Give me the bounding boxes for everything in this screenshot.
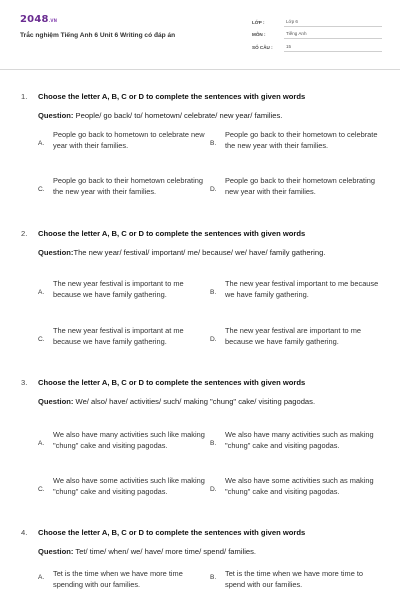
- question-prompt: [21, 247, 379, 258]
- meta-info: [252, 14, 382, 52]
- question-block: [21, 92, 379, 121]
- option-b[interactable]: [210, 430, 385, 451]
- question-prompt: [21, 546, 379, 557]
- question-prompt: [21, 396, 379, 407]
- meta-label: LỚP :: [252, 19, 265, 25]
- option-text: People go back to their hometown celebrating new year with their families.: [225, 176, 375, 196]
- option-letter: C.: [38, 336, 45, 343]
- question-instruction: [21, 229, 379, 238]
- meta-label: MÔN :: [252, 32, 266, 37]
- meta-value: Lớp 6: [284, 19, 382, 27]
- question-number: 3.: [21, 378, 28, 387]
- logo-text: 2048: [20, 14, 49, 25]
- question-number: 4.: [21, 528, 28, 537]
- document-title: Trắc nghiệm Tiếng Anh 6 Unit 6 Writing có đáp án: [20, 32, 176, 39]
- option-d[interactable]: [210, 326, 385, 347]
- option-letter: B.: [210, 289, 217, 296]
- meta-value: Tiếng Anh: [284, 31, 382, 39]
- instruction-text: Choose the letter A, B, C or D to complete the sentences with given words: [38, 378, 306, 387]
- instruction-text: Choose the letter A, B, C or D to complete the sentences with given words: [38, 92, 306, 101]
- option-letter: D.: [210, 186, 217, 193]
- logo-suffix: .VN: [48, 18, 58, 23]
- page-header: [0, 0, 400, 70]
- option-b[interactable]: [210, 279, 385, 300]
- option-c[interactable]: [38, 176, 213, 197]
- question-label: Question:: [38, 111, 74, 120]
- option-letter: D.: [210, 336, 217, 343]
- option-text: We also have many activities such like making "chung" cake and visiting pagodas.: [53, 430, 205, 450]
- meta-value: 15: [284, 44, 382, 52]
- question-number: 1.: [21, 92, 28, 101]
- option-c[interactable]: [38, 326, 213, 347]
- option-text: People go back to hometown to celebrate new year with their families.: [53, 130, 205, 150]
- option-d[interactable]: [210, 176, 385, 197]
- option-text: We also have some activities such as making "chung" cake and visiting pagodas.: [225, 476, 374, 496]
- option-a[interactable]: [38, 569, 213, 590]
- option-letter: D.: [210, 486, 217, 493]
- question-block: [21, 528, 379, 557]
- question-instruction: [21, 378, 379, 387]
- option-text: The new year festival are important to me because we have family gathering.: [225, 326, 361, 346]
- meta-row-subject: [252, 27, 382, 40]
- option-c[interactable]: [38, 476, 213, 497]
- instruction-text: Choose the letter A, B, C or D to complete the sentences with given words: [38, 229, 306, 238]
- option-letter: A.: [38, 289, 45, 296]
- question-block: [21, 378, 379, 407]
- option-letter: A.: [38, 140, 45, 147]
- option-letter: B.: [210, 574, 217, 581]
- prompt-text: People/ go back/ to/ hometown/ celebrate/ new year/ families.: [73, 111, 283, 120]
- prompt-text: The new year/ festival/ important/ me/ because/ we/ have/ family gathering.: [73, 248, 326, 257]
- meta-row-count: [252, 39, 382, 52]
- option-text: The new year festival is important at me because we have family gathering.: [53, 326, 184, 346]
- option-b[interactable]: [210, 569, 385, 590]
- option-text: Tet is the time when we have more time spending with our families.: [53, 569, 183, 589]
- option-letter: C.: [38, 486, 45, 493]
- option-text: People go back to their hometown celebrating the new year with their families.: [53, 176, 203, 196]
- option-d[interactable]: [210, 476, 385, 497]
- option-text: The new year festival important to me because we have family gathering.: [225, 279, 379, 299]
- option-text: The new year festival is important to me because we have family gathering.: [53, 279, 184, 299]
- question-prompt: [21, 110, 379, 121]
- prompt-text: Tet/ time/ when/ we/ have/ more time/ spend/ families.: [73, 547, 257, 556]
- option-text: People go back to their hometown to celebrate the new year with their families.: [225, 130, 378, 150]
- question-label: Question:: [38, 397, 74, 406]
- question-number: 2.: [21, 229, 28, 238]
- option-letter: B.: [210, 440, 217, 447]
- instruction-text: Choose the letter A, B, C or D to complete the sentences with given words: [38, 528, 306, 537]
- question-label: Question:: [38, 547, 74, 556]
- site-logo[interactable]: [20, 14, 57, 25]
- question-block: [21, 229, 379, 258]
- question-instruction: [21, 92, 379, 101]
- option-a[interactable]: [38, 130, 213, 151]
- option-letter: C.: [38, 186, 45, 193]
- option-text: We also have many activities such as making "chung" cake and visiting pagodas.: [225, 430, 374, 450]
- option-letter: A.: [38, 440, 45, 447]
- option-a[interactable]: [38, 279, 213, 300]
- option-letter: A.: [38, 574, 45, 581]
- option-text: We also have some activities such like making "chung" cake and visiting pagodas.: [53, 476, 205, 496]
- question-label: Question:: [38, 248, 74, 257]
- meta-row-class: [252, 14, 382, 27]
- prompt-text: We/ also/ have/ activities/ such/ making "chung" cake/ visiting pagodas.: [73, 397, 316, 406]
- option-text: Tet is the time when we have more time to spend with our families.: [225, 569, 364, 589]
- meta-label: SỐ CÂU :: [252, 44, 273, 50]
- question-instruction: [21, 528, 379, 537]
- option-letter: B.: [210, 140, 217, 147]
- option-b[interactable]: [210, 130, 385, 151]
- option-a[interactable]: [38, 430, 213, 451]
